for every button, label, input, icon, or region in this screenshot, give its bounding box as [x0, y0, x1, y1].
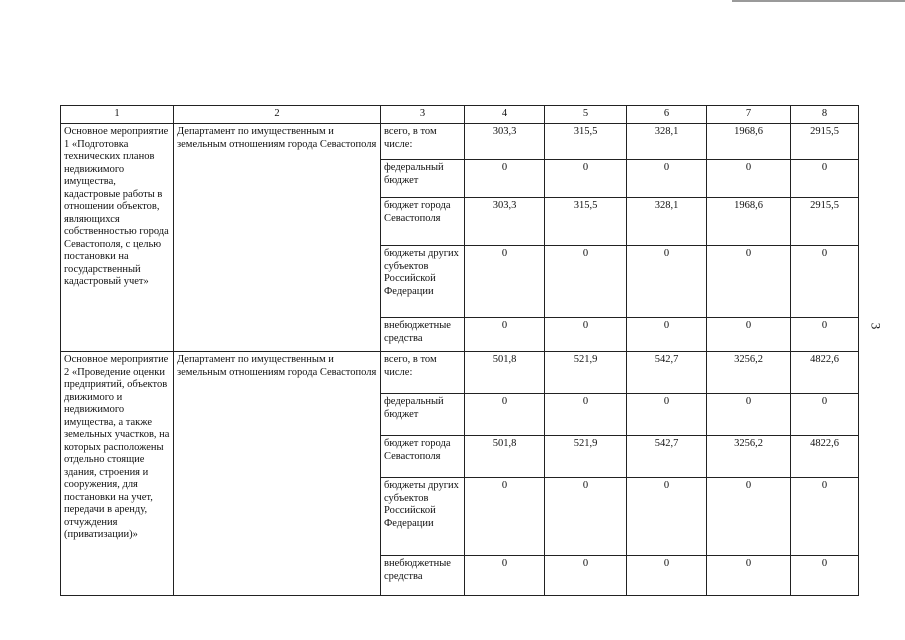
activity-name: Основное мероприятие 2 «Проведение оценки предприятий, объектов движимого и недвижимого имущества, а также земельных участков, на которых расположены отдельно стоящие здания, строения и сооружения, для постановки на учет, передачи в аренду, отчуждения (приватизации)» — [61, 352, 174, 596]
value-cell: 0 — [791, 478, 859, 556]
header-cell: 5 — [545, 106, 627, 124]
value-cell: 0 — [707, 246, 791, 318]
value-cell: 1968,6 — [707, 124, 791, 160]
funding-source: бюджет города Севастополя — [381, 198, 465, 246]
budget-table — [60, 105, 859, 596]
value-cell: 328,1 — [627, 198, 707, 246]
value-cell: 0 — [791, 556, 859, 596]
value-cell: 501,8 — [465, 352, 545, 394]
funding-source: бюджет города Севастополя — [381, 436, 465, 478]
value-cell: 3256,2 — [707, 352, 791, 394]
header-cell: 2 — [174, 106, 381, 124]
value-cell: 0 — [545, 556, 627, 596]
funding-source: бюджеты других субъектов Российской Федерации — [381, 246, 465, 318]
header-cell: 8 — [791, 106, 859, 124]
executor-name: Департамент по имущественным и земельным отношениям города Севастополя — [174, 124, 381, 352]
value-cell: 0 — [707, 556, 791, 596]
value-cell: 303,3 — [465, 198, 545, 246]
page-number: 3 — [868, 322, 884, 330]
value-cell: 0 — [707, 318, 791, 352]
header-cell: 4 — [465, 106, 545, 124]
value-cell: 0 — [465, 318, 545, 352]
value-cell: 0 — [545, 318, 627, 352]
funding-source: федеральный бюджет — [381, 394, 465, 436]
value-cell: 0 — [545, 394, 627, 436]
funding-source: внебюджетные средства — [381, 318, 465, 352]
value-cell: 328,1 — [627, 124, 707, 160]
value-cell: 0 — [627, 556, 707, 596]
value-cell: 315,5 — [545, 198, 627, 246]
value-cell: 0 — [627, 246, 707, 318]
value-cell: 0 — [465, 160, 545, 198]
value-cell: 0 — [465, 394, 545, 436]
value-cell: 0 — [707, 160, 791, 198]
activity-name: Основное мероприятие 1 «Подготовка технических планов недвижимого имущества, кадастровые работы в отношении объектов, являющихся собственностью города Севастополя, с целью постановки на государственный кадастровый учет» — [61, 124, 174, 352]
funding-source: бюджеты других субъектов Российской Федерации — [381, 478, 465, 556]
header-cell: 6 — [627, 106, 707, 124]
value-cell: 1968,6 — [707, 198, 791, 246]
value-cell: 0 — [707, 478, 791, 556]
value-cell: 3256,2 — [707, 436, 791, 478]
value-cell: 2915,5 — [791, 124, 859, 160]
value-cell: 0 — [545, 246, 627, 318]
value-cell: 0 — [627, 394, 707, 436]
value-cell: 0 — [627, 478, 707, 556]
value-cell: 0 — [545, 160, 627, 198]
table-row — [61, 352, 859, 394]
value-cell: 0 — [465, 478, 545, 556]
value-cell: 0 — [791, 160, 859, 198]
value-cell: 0 — [791, 394, 859, 436]
value-cell: 2915,5 — [791, 198, 859, 246]
value-cell: 0 — [627, 318, 707, 352]
value-cell: 0 — [465, 556, 545, 596]
value-cell: 4822,6 — [791, 352, 859, 394]
funding-source: всего, в том числе: — [381, 124, 465, 160]
value-cell: 542,7 — [627, 352, 707, 394]
value-cell: 0 — [627, 160, 707, 198]
executor-name: Департамент по имущественным и земельным отношениям города Севастополя — [174, 352, 381, 596]
value-cell: 521,9 — [545, 436, 627, 478]
funding-source: внебюджетные средства — [381, 556, 465, 596]
value-cell: 0 — [465, 246, 545, 318]
header-cell: 1 — [61, 106, 174, 124]
value-cell: 4822,6 — [791, 436, 859, 478]
value-cell: 303,3 — [465, 124, 545, 160]
header-cell: 7 — [707, 106, 791, 124]
value-cell: 501,8 — [465, 436, 545, 478]
table-row — [61, 124, 859, 160]
top-rule — [732, 0, 905, 2]
funding-source: всего, в том числе: — [381, 352, 465, 394]
value-cell: 0 — [791, 318, 859, 352]
value-cell: 315,5 — [545, 124, 627, 160]
header-row — [61, 106, 859, 124]
value-cell: 0 — [545, 478, 627, 556]
value-cell: 0 — [707, 394, 791, 436]
value-cell: 0 — [791, 246, 859, 318]
header-cell: 3 — [381, 106, 465, 124]
value-cell: 521,9 — [545, 352, 627, 394]
funding-source: федеральный бюджет — [381, 160, 465, 198]
value-cell: 542,7 — [627, 436, 707, 478]
